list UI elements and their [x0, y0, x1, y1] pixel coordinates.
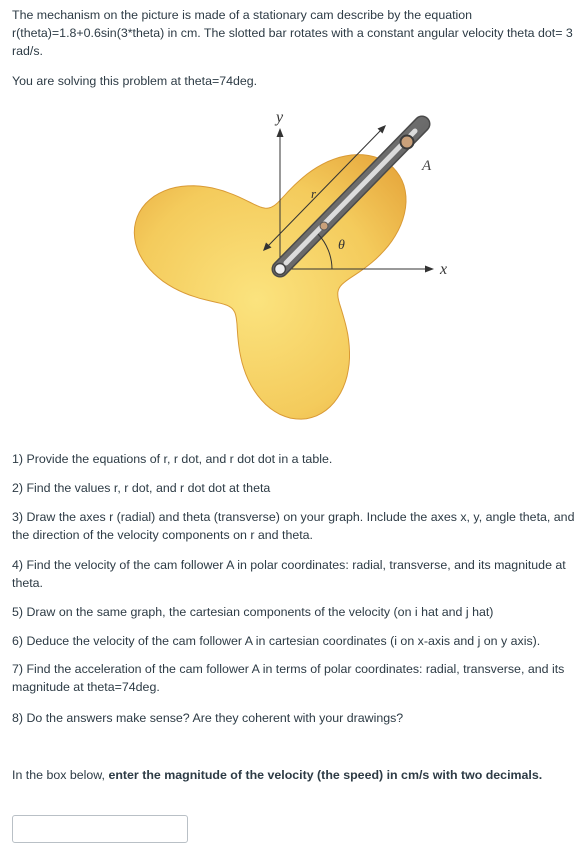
answer-instruction [12, 766, 576, 784]
x-axis-label: x [440, 261, 448, 278]
theta-label: θ [338, 238, 345, 253]
instruction-emphasis: enter the magnitude of the velocity (the speed) in cm/s with two decimals. [108, 768, 543, 782]
cam-mechanism-figure [130, 104, 460, 444]
question-2: 2) Find the values r, r dot, and r dot dot at theta [12, 481, 271, 495]
y-axis-label: y [276, 109, 284, 126]
question-8: 8) Do the answers make sense? Are they coherent with your drawings? [12, 711, 404, 725]
r-label: r [311, 186, 317, 201]
cam-body [134, 155, 406, 420]
speed-answer-input[interactable] [12, 815, 188, 843]
point-a-label: A [422, 158, 432, 174]
question-1: 1) Provide the equations of r, r dot, and r dot dot in a table. [12, 452, 333, 466]
theta-condition: You are solving this problem at theta=74deg. [12, 74, 258, 88]
question-4: 4) Find the velocity of the cam follower A in polar coordinates: radial, transverse, and its magnitude at theta. [12, 558, 566, 590]
question-5: 5) Draw on the same graph, the cartesian components of the velocity (on i hat and j hat) [12, 605, 494, 619]
question-6: 6) Deduce the velocity of the cam follower A in cartesian coordinates (i on x-axis and j on y axis). [12, 634, 541, 648]
problem-statement: The mechanism on the picture is made of a stationary cam describe by the equation r(theta)=1.8+0.6sin(3*theta) in cm. The slotted bar rotates with a constant angular velocity theta dot= 3 rad/s. [12, 8, 573, 58]
question-3: 3) Draw the axes r (radial) and theta (transverse) on your graph. Include the axes x, y, angle theta, and the direction of the velocity components on r and theta. [12, 510, 575, 542]
question-7: 7) Find the acceleration of the cam follower A in terms of polar coordinates: radial, transverse, and its magnitude at theta=74deg. [12, 662, 565, 694]
instruction-prefix: In the box below, [12, 768, 109, 782]
